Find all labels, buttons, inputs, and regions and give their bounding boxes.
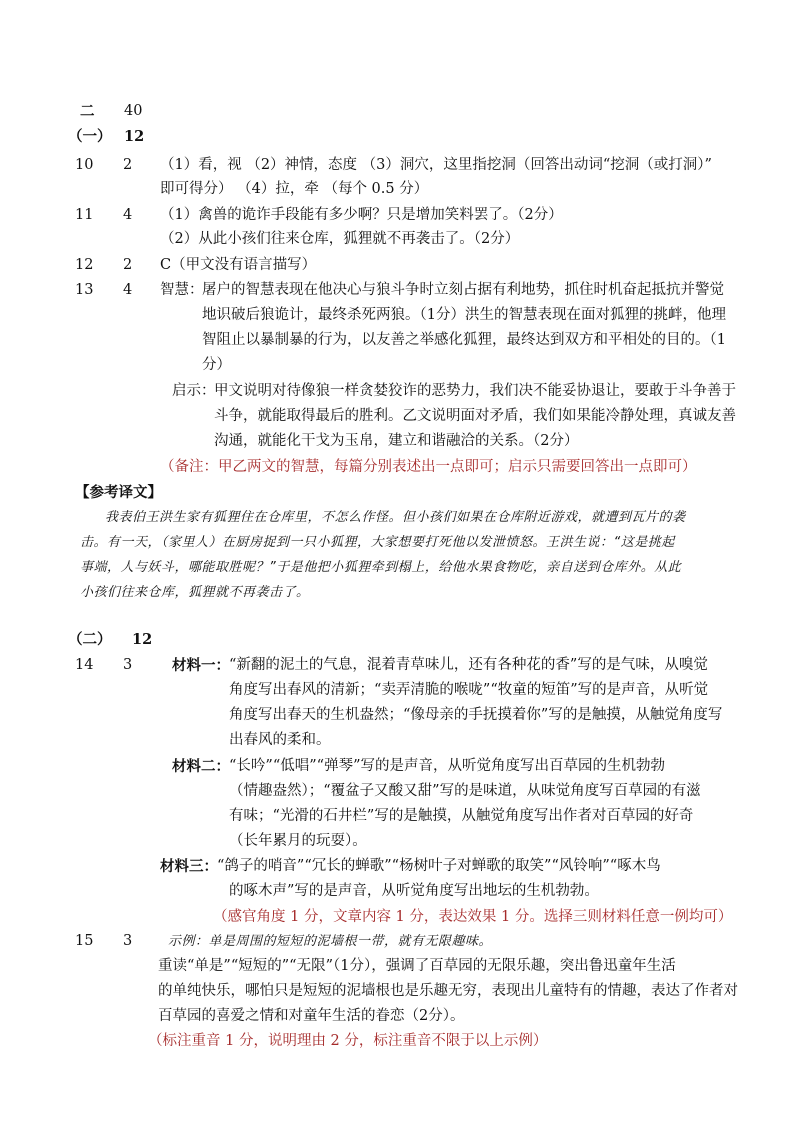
question-number: 15 (75, 933, 94, 949)
question-number: 10 (75, 157, 94, 173)
question-number: 13 (75, 282, 94, 298)
question-score: 4 (123, 207, 133, 223)
answer-line: 的啄木声”写的是声音，从听觉角度写出地坛的生机勃勃。 (229, 883, 599, 899)
answer-line: 即可得分） （4）拉，牵 （每个 0.5 分） (160, 181, 429, 197)
answer-line: 百草园的喜爱之情和对童年生活的眷恋（2分）。 (158, 1008, 465, 1024)
part-score: 40 (124, 103, 143, 119)
material-label: 材料二： (172, 758, 230, 775)
question-number: 12 (75, 257, 94, 273)
answer-line: 沟通，就能化干戈为玉帛，建立和谐融洽的关系。（2分） (214, 433, 579, 449)
question-score: 3 (123, 933, 133, 949)
answer-line: 斗争，就能取得最后的胜利。乙文说明面对矛盾，我们如果能冷静处理，真诚友善 (214, 408, 736, 424)
answer-line: “长吟”“低唱”“弹琴”写的是声音，从听觉角度写出百草园的生机勃勃 (229, 758, 665, 774)
question-number: 14 (75, 657, 94, 673)
translation-line: 事端，人与妖斗，哪能取胜呢？”于是他把小狐狸牵到榻上，给他水果食物吃，亲自送到仓库外。从此 (80, 560, 682, 575)
scoring-note: （备注：甲乙两文的智慧，每篇分别表述出一点即可；启示只需要回答出一点即可） (160, 459, 697, 475)
answer-line: 屠户的智慧表现在他决心与狼斗争时立刻占据有利地势，抓住时机奋起抵抗并警觉 (202, 282, 724, 298)
translation-line: 击。有一天，（家里人）在厨房捉到一只小狐狸，大家想要打死他以发泄愤怒。王洪生说：“这是挑起 (80, 535, 675, 550)
answer-line: （情趣盎然）；“覆盆子又酸又甜”写的是味道，从味觉角度写百草园的有滋 (229, 783, 701, 799)
translation-heading: 【参考译文】 (75, 484, 162, 501)
answer-line: 地识破后狼诡计，最终杀死两狼。（1分）洪生的智慧表现在面对狐狸的挑衅，他理 (202, 307, 726, 323)
answer-line: 甲文说明对待像狼一样贪婪狡诈的恶势力，我们决不能妥协退让，要敢于斗争善于 (214, 383, 736, 399)
translation-line: 小孩们往来仓库，狐狸就不再袭击了。 (80, 585, 310, 600)
answer-line: 重读“单是”“短短的”“无限”（1分），强调了百草园的无限乐趣，突出鲁迅童年生活 (158, 958, 676, 974)
material-label: 材料三： (160, 858, 218, 875)
answer-line: 智阻止以暴制暴的行为，以友善之举感化狐狸，最终达到双方和平相处的目的。（1 (202, 332, 726, 348)
question-score: 4 (123, 282, 133, 298)
wisdom-label: 智慧： (160, 282, 204, 298)
scoring-note: （感官角度 1 分，文章内容 1 分，表达效果 1 分。选择三则材料任意一例均可） (213, 909, 733, 925)
answer-line: 有味；“光滑的石井栏”写的是触摸，从触觉角度写出作者对百草园的好奇 (229, 808, 694, 824)
section-score: 12 (124, 128, 145, 145)
answer-line: 出春风的柔和。 (229, 732, 331, 748)
scoring-note: （标注重音 1 分，说明理由 2 分，标注重音不限于以上示例） (148, 1033, 548, 1049)
answer-line: “鸽子的哨音”“冗长的蝉歌”“杨树叶子对蝉歌的取笑”“风铃响”“啄木鸟 (217, 858, 661, 874)
answer-line: 的单纯快乐，哪怕只是短短的泥墙根也是乐趣无穷，表现出儿童特有的情趣，表达了作者对 (158, 983, 738, 999)
section-label: （二） (68, 631, 112, 648)
material-label: 材料一： (172, 657, 230, 674)
answer-line: （1）禽兽的诡诈手段能有多少啊？只是增加笑料罢了。（2分） (160, 207, 563, 223)
answer-line: C（甲文没有语言描写） (160, 257, 317, 273)
question-score: 3 (123, 657, 133, 673)
question-score: 2 (123, 157, 133, 173)
section-score: 12 (132, 631, 153, 648)
answer-line: “新翻的泥土的气息，混着青草味儿，还有各种花的香”写的是气味，从嗅觉 (229, 657, 708, 673)
answer-line: （长年累月的玩耍）。 (229, 833, 367, 849)
question-number: 11 (75, 207, 94, 223)
part-label: 二 (80, 103, 95, 120)
question-score: 2 (123, 257, 133, 273)
answer-line: （2）从此小孩们往来仓库，狐狸就不再袭击了。（2分） (160, 231, 520, 247)
answer-line: 角度写出春天的生机盎然；“像母亲的手抚摸着你”写的是触摸，从触觉角度写 (229, 707, 723, 723)
insight-label: 启示： (172, 383, 216, 399)
example-line: 示例：单是周围的短短的泥墙根一带，就有无限趣味。 (168, 934, 493, 949)
answer-line: 分） (202, 357, 231, 373)
translation-line: 我表伯王洪生家有狐狸住在仓库里，不怎么作怪。但小孩们如果在仓库附近游戏，就遭到瓦片的袭 (105, 510, 686, 525)
answer-line: （1）看，视 （2）神情，态度 （3）洞穴，这里指挖洞（回答出动词“挖洞（或打洞）” (160, 157, 712, 173)
section-label: （一） (68, 128, 112, 145)
answer-line: 角度写出春风的清新；“卖弄清脆的喉咙”“牧童的短笛”写的是声音，从听觉 (229, 682, 709, 698)
